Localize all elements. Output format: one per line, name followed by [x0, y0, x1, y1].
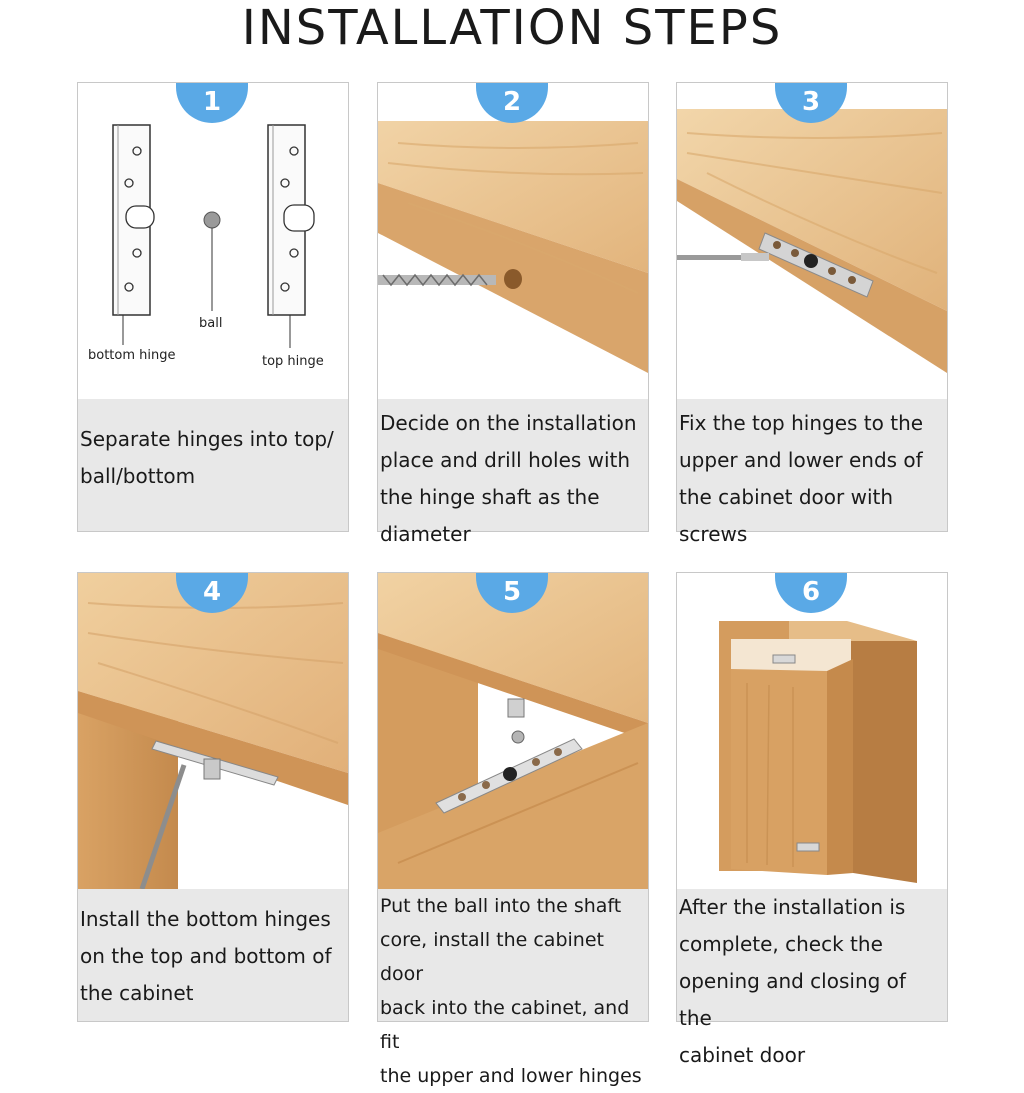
step-2-illustration — [378, 83, 648, 399]
step-1-illustration — [78, 83, 348, 399]
step-number-badge: 4 — [176, 573, 248, 613]
label-ball: ball — [199, 316, 223, 331]
top-hinge-drawing — [268, 125, 314, 348]
step-caption: Put the ball into the shaft core, install the cabinet door back into the cabinet, and fit the upper and lower hinges — [378, 889, 648, 1021]
step-card-5 — [377, 572, 649, 1087]
ball-drawing — [204, 212, 220, 311]
step-card-4 — [77, 572, 349, 1022]
step-caption: Separate hinges into top/ ball/bottom — [78, 399, 348, 531]
step-number-badge: 2 — [476, 83, 548, 123]
label-top-hinge: top hinge — [262, 354, 324, 369]
step-number-badge: 3 — [775, 83, 847, 123]
bottom-hinge-drawing — [113, 125, 154, 345]
step-number-badge: 5 — [476, 573, 548, 613]
step-number-badge: 6 — [775, 573, 847, 613]
step-caption: Fix the top hinges to the upper and lower ends of the cabinet door with screws — [677, 399, 947, 531]
step-6-illustration — [677, 573, 947, 889]
ball-bearing — [512, 731, 524, 743]
drill-bit-drawing — [378, 275, 496, 285]
step-card-3 — [676, 82, 948, 546]
label-bottom-hinge: bottom hinge — [88, 348, 176, 363]
step-caption: Install the bottom hinges on the top and bottom of the cabinet — [78, 889, 348, 1021]
step-4-illustration — [78, 573, 348, 889]
step-card-6 — [676, 572, 948, 1067]
page-title: INSTALLATION STEPS — [241, 0, 783, 56]
step-card-1 — [77, 82, 349, 532]
cabinet-drawing — [719, 621, 917, 883]
step-card-2 — [377, 82, 649, 546]
drilled-hole — [504, 269, 522, 289]
step-number-badge: 1 — [176, 83, 248, 123]
step-5-illustration — [378, 573, 648, 889]
step-caption: After the installation is complete, check the opening and closing of the cabinet door — [677, 889, 947, 1021]
step-caption: Decide on the installation place and drill holes with the hinge shaft as the diameter — [378, 399, 648, 531]
step-3-illustration — [677, 83, 947, 399]
